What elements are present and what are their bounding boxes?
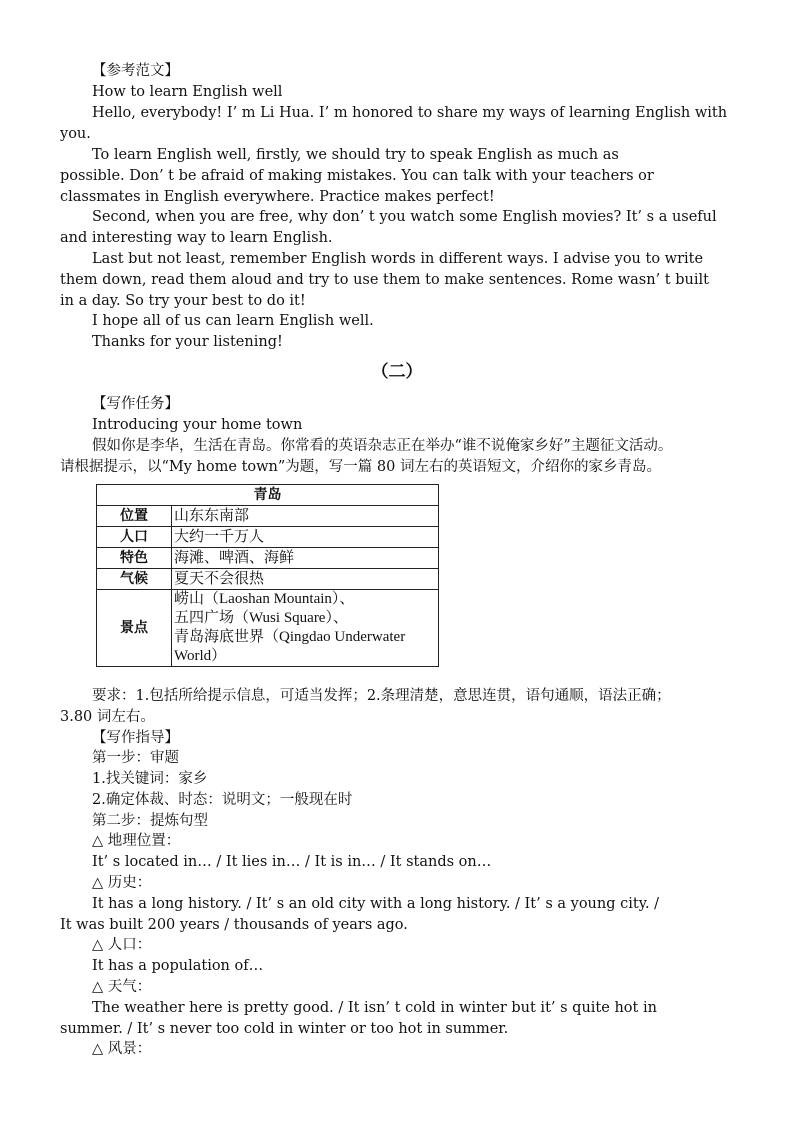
table-row [97, 527, 439, 548]
table-row [97, 548, 439, 569]
sample-line: them down, read them aloud and try to use them to make sentences. Rome wasn’ t built [60, 272, 709, 288]
sample-line: To learn English well, firstly, we should try to speak English as much as [92, 147, 619, 163]
sample-line: I hope all of us can learn English well. [92, 313, 374, 329]
guide-step: 第二步：提炼句型 [92, 813, 208, 829]
guide-label: △ 天气： [92, 979, 152, 995]
table-header: 青岛 [97, 485, 439, 506]
row-value: 夏天不会很热 [174, 570, 265, 587]
row-key: 位置 [97, 506, 172, 527]
guide-text: It has a population of… [92, 958, 264, 974]
sample-heading: 【参考范文】 [92, 63, 179, 79]
guide-item: 1.找关键词：家乡 [92, 771, 208, 787]
row-value: World） [174, 648, 227, 664]
table-row [97, 569, 439, 590]
sample-line: classmates in English everywhere. Practice makes perfect! [60, 189, 495, 205]
sample-line: Last but not least, remember English words in different ways. I advise you to write [92, 251, 704, 267]
row-value: 海滩、啤酒、海鲜 [174, 549, 295, 566]
guide-text: It was built 200 years / thousands of years ago. [60, 917, 408, 933]
guide-label: △ 人口： [92, 937, 152, 953]
sample-line: Second, when you are free, why don’ t you watch some English movies? It’ s a useful [92, 209, 717, 225]
row-key: 人口 [97, 527, 172, 548]
guide-label: △ 历史： [92, 875, 152, 891]
row-key: 景点 [97, 590, 172, 667]
info-table [96, 484, 439, 667]
row-value: 五四广场（Wusi Square）、 [174, 610, 348, 626]
requirements: 要求：1.包括所给提示信息，可适当发挥；2.条理清楚，意思连贯，语句通顺，语法正确； [92, 688, 671, 704]
sample-title: How to learn English well [92, 84, 283, 100]
guide-item: 2.确定体裁、时态：说明文；一般现在时 [92, 792, 353, 808]
guide-text: summer. / It’ s never too cold in winter or too hot in summer. [60, 1021, 509, 1037]
guide-heading: 【写作指导】 [92, 730, 179, 746]
sample-line: you. [60, 126, 91, 142]
sample-line: and interesting way to learn English. [60, 230, 333, 246]
task-prompt: 假如你是李华，生活在青岛。你常看的英语杂志正在举办“谁不说俺家乡好”主题征文活动。 [92, 438, 673, 454]
row-key: 特色 [97, 548, 172, 569]
sample-line: in a day. So try your best to do it! [60, 293, 306, 309]
task-title: Introducing your home town [92, 417, 303, 433]
row-value: 山东东南部 [174, 507, 250, 524]
task-heading: 【写作任务】 [92, 396, 179, 412]
sample-line: possible. Don’ t be afraid of making mistakes. You can talk with your teachers or [60, 168, 654, 184]
row-value: 大约一千万人 [174, 528, 265, 545]
section-number: （二） [371, 362, 423, 382]
table-row [97, 506, 439, 527]
guide-label: △ 风景： [92, 1041, 152, 1057]
guide-text: It has a long history. / It’ s an old city with a long history. / It’ s a young city. / [92, 896, 660, 912]
row-key: 气候 [97, 569, 172, 590]
row-value: 青岛海底世界（Qingdao Underwater [174, 629, 406, 645]
sample-line: Thanks for your listening! [92, 334, 283, 350]
guide-text: The weather here is pretty good. / It isn’ t cold in winter but it’ s quite hot in [92, 1000, 657, 1016]
guide-label: △ 地理位置： [92, 833, 181, 849]
guide-text: It’ s located in… / It lies in… / It is in… / It stands on… [92, 854, 492, 870]
row-value: 崂山（Laoshan Mountain）、 [174, 591, 355, 607]
guide-step: 第一步：审题 [92, 750, 179, 766]
task-prompt: 请根据提示，以“My home town”为题，写一篇 80 词左右的英语短文，介绍你的家乡青岛。 [60, 459, 661, 475]
sample-line: Hello, everybody! I’ m Li Hua. I’ m honored to share my ways of learning English with [92, 105, 728, 121]
table-row [97, 590, 439, 667]
requirements: 3.80 词左右。 [60, 709, 155, 725]
